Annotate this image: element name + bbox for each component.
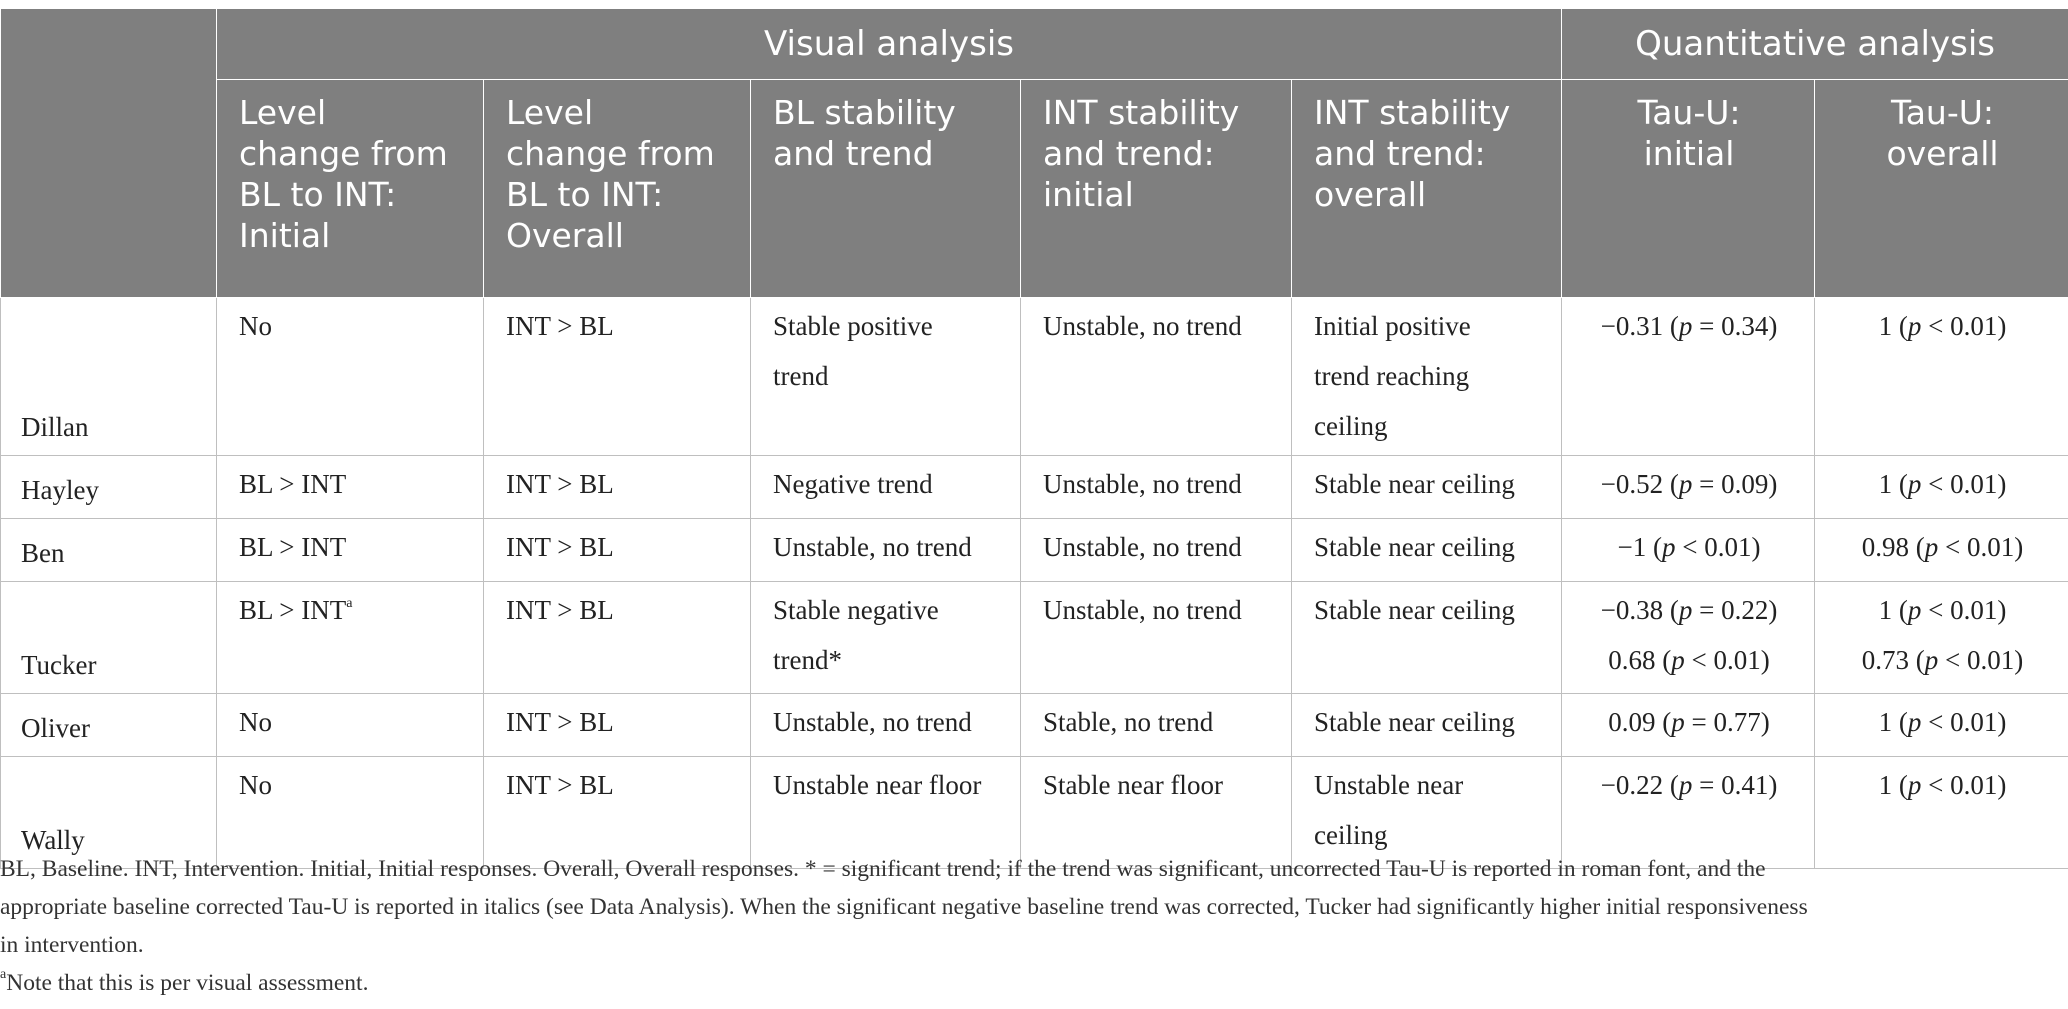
participant-name: Hayley <box>1 456 217 519</box>
p-symbol: p <box>1907 707 1922 737</box>
tau-overall-cell <box>1815 298 2068 456</box>
tau-number: 1 ( <box>1878 311 1908 341</box>
tau-value <box>1584 585 1794 635</box>
int-overall-cell <box>1292 298 1562 456</box>
tau-value <box>1584 459 1794 509</box>
level-overall-cell: INT > BL <box>484 582 751 694</box>
footnote-text: Note that this is per visual assessment. <box>6 970 369 996</box>
level-overall-cell: INT > BL <box>484 456 751 519</box>
tau-number: −0.52 ( <box>1600 469 1679 499</box>
tau-number: 1 ( <box>1878 469 1908 499</box>
header-line: initial <box>1043 175 1134 214</box>
note-line: appropriate baseline corrected Tau-U is reported in italics (see Data Analysis). When the significant negative baseline trend was corrected, Tucker had significantly higher initial responsiveness <box>0 894 1808 920</box>
cell-line: trend* <box>773 645 842 675</box>
col-header-tau-overall <box>1815 80 2068 298</box>
int-initial-cell: Unstable, no trend <box>1021 582 1292 694</box>
p-value: < 0.01) <box>1921 469 2007 499</box>
header-line: Overall <box>506 216 624 255</box>
tau-initial-cell <box>1562 456 1815 519</box>
p-value: = 0.41) <box>1692 770 1778 800</box>
header-line: Tau-U: <box>1891 93 1995 132</box>
col-header-int-initial <box>1021 80 1292 298</box>
cell-line: Stable near ceiling <box>1314 469 1515 499</box>
cell-line: Stable near ceiling <box>1314 707 1515 737</box>
cell-line: trend reaching <box>1314 361 1470 391</box>
note-line: BL, Baseline. INT, Intervention. Initial, Initial responses. Overall, Overall responses. * = significant trend; if the trend was significant, uncorrected Tau-U is reported in roman font, and the <box>0 856 1766 882</box>
tau-value-corrected <box>1837 635 2048 685</box>
footnote-marker: a <box>346 596 353 611</box>
p-value: < 0.01) <box>1675 532 1761 562</box>
p-value: = 0.22) <box>1692 595 1778 625</box>
cell-line: Negative trend <box>773 469 933 499</box>
int-overall-cell <box>1292 519 1562 582</box>
tau-overall-cell <box>1815 456 2068 519</box>
cell-line: Stable near ceiling <box>1314 532 1515 562</box>
table-row <box>1 519 2068 582</box>
level-initial-cell: No <box>217 298 484 456</box>
tau-number: 0.68 ( <box>1608 645 1672 675</box>
cell-line: Unstable near floor <box>773 770 982 800</box>
p-value: < 0.01) <box>1921 311 2007 341</box>
note-line: in intervention. <box>0 932 144 958</box>
tau-value <box>1584 697 1794 747</box>
col-header-level-initial <box>217 80 484 298</box>
participant-name: Oliver <box>1 694 217 757</box>
table-body <box>1 298 2068 869</box>
level-overall-cell: INT > BL <box>484 694 751 757</box>
int-initial-cell: Unstable, no trend <box>1021 298 1292 456</box>
cell-line: Stable near ceiling <box>1314 595 1515 625</box>
header-line: Initial <box>239 216 331 255</box>
results-table-container <box>0 8 2068 869</box>
int-initial-cell: Unstable, no trend <box>1021 456 1292 519</box>
tau-overall-cell <box>1815 519 2068 582</box>
int-overall-cell <box>1292 694 1562 757</box>
p-symbol: p <box>1907 770 1922 800</box>
level-initial-cell: BL > INT <box>217 519 484 582</box>
p-value: = 0.09) <box>1692 469 1778 499</box>
header-line: overall <box>1314 175 1427 214</box>
cell-line: trend <box>773 361 829 391</box>
participant-name: Tucker <box>1 582 217 694</box>
p-symbol: p <box>1662 532 1676 562</box>
quantitative-analysis-header: Quantitative analysis <box>1562 9 2068 80</box>
p-value: = 0.77) <box>1684 707 1770 737</box>
col-header-level-overall <box>484 80 751 298</box>
tau-overall-cell <box>1815 694 2068 757</box>
tau-number: 1 ( <box>1878 770 1908 800</box>
results-table <box>0 8 2068 869</box>
tau-value <box>1837 697 2048 747</box>
p-value: < 0.01) <box>1921 595 2007 625</box>
header-line: Level <box>239 93 327 132</box>
p-symbol: p <box>1678 595 1693 625</box>
level-overall-cell: INT > BL <box>484 757 751 869</box>
tau-value <box>1584 760 1794 810</box>
tau-initial-cell <box>1562 298 1815 456</box>
p-symbol: p <box>1678 311 1693 341</box>
level-initial-cell: No <box>217 757 484 869</box>
tau-value-corrected <box>1584 635 1794 685</box>
tau-number: −0.31 ( <box>1600 311 1679 341</box>
bl-trend-cell <box>751 582 1021 694</box>
tau-number: −0.22 ( <box>1600 770 1679 800</box>
level-initial-cell <box>217 582 484 694</box>
header-line: BL to INT: <box>239 175 397 214</box>
header-line: BL stability <box>773 93 956 132</box>
cell-line: ceiling <box>1314 820 1388 850</box>
p-symbol: p <box>1907 469 1922 499</box>
table-row <box>1 456 2068 519</box>
tau-value <box>1584 522 1794 572</box>
p-symbol: p <box>1671 645 1685 675</box>
tau-initial-cell <box>1562 694 1815 757</box>
header-line: INT stability <box>1043 93 1240 132</box>
p-symbol: p <box>1924 532 1939 562</box>
cell-line: Unstable near <box>1314 770 1464 800</box>
tau-number: −1 ( <box>1617 532 1663 562</box>
p-value: < 0.01) <box>1921 707 2007 737</box>
header-line: and trend: <box>1314 134 1486 173</box>
footnote <box>0 964 2068 1002</box>
int-overall-cell <box>1292 456 1562 519</box>
tau-initial-cell <box>1562 519 1815 582</box>
tau-value <box>1837 760 2048 810</box>
table-row <box>1 694 2068 757</box>
int-overall-cell <box>1292 582 1562 694</box>
p-value: = 0.34) <box>1692 311 1778 341</box>
col-header-int-overall <box>1292 80 1562 298</box>
int-initial-cell: Stable, no trend <box>1021 694 1292 757</box>
p-value: < 0.01) <box>1921 770 2007 800</box>
tau-number: −0.38 ( <box>1600 595 1679 625</box>
p-symbol: p <box>1671 707 1685 737</box>
header-line: change from <box>239 134 448 173</box>
tau-number: 0.09 ( <box>1608 707 1672 737</box>
bl-trend-cell <box>751 298 1021 456</box>
level-initial-text: BL > INT <box>239 595 347 625</box>
p-symbol: p <box>1678 469 1693 499</box>
header-line: and trend: <box>1043 134 1215 173</box>
bl-trend-cell <box>751 694 1021 757</box>
level-initial-cell: No <box>217 694 484 757</box>
tau-value <box>1837 301 2048 351</box>
int-initial-cell: Stable near floor <box>1021 757 1292 869</box>
p-symbol: p <box>1678 770 1693 800</box>
bl-trend-cell <box>751 519 1021 582</box>
header-line: Tau-U: <box>1637 93 1741 132</box>
cell-line: Stable positive <box>773 311 933 341</box>
tau-value <box>1837 459 2048 509</box>
header-line: initial <box>1643 134 1735 173</box>
visual-analysis-header: Visual analysis <box>217 9 1562 80</box>
p-symbol: p <box>1907 311 1922 341</box>
column-header-row <box>1 80 2068 298</box>
participant-name: Dillan <box>1 298 217 456</box>
tau-value <box>1837 585 2048 635</box>
header-line: BL to INT: <box>506 175 664 214</box>
table-header <box>1 9 2068 298</box>
cell-line: Initial positive <box>1314 311 1471 341</box>
p-value: < 0.01) <box>1938 645 2024 675</box>
level-overall-cell: INT > BL <box>484 298 751 456</box>
tau-value <box>1584 301 1794 351</box>
footnote-marker: a <box>0 967 7 982</box>
table-row <box>1 298 2068 456</box>
header-line: change from <box>506 134 715 173</box>
int-initial-cell: Unstable, no trend <box>1021 519 1292 582</box>
participant-name: Ben <box>1 519 217 582</box>
tau-number: 0.98 ( <box>1861 532 1925 562</box>
p-symbol: p <box>1924 645 1939 675</box>
col-header-bl-stability <box>751 80 1021 298</box>
header-line: Level <box>506 93 594 132</box>
group-header-row <box>1 9 2068 80</box>
table-notes <box>0 850 2068 1002</box>
cell-line: Unstable, no trend <box>773 532 972 562</box>
table-row <box>1 582 2068 694</box>
tau-number: 0.73 ( <box>1861 645 1925 675</box>
level-initial-cell: BL > INT <box>217 456 484 519</box>
header-line: INT stability <box>1314 93 1511 132</box>
participant-name: Wally <box>1 757 217 869</box>
header-line: and trend <box>773 134 934 173</box>
cell-line: ceiling <box>1314 411 1388 441</box>
p-value: < 0.01) <box>1684 645 1770 675</box>
header-line: overall <box>1886 134 1999 173</box>
tau-overall-cell <box>1815 582 2068 694</box>
bl-trend-cell <box>751 456 1021 519</box>
tau-initial-cell <box>1562 582 1815 694</box>
p-symbol: p <box>1907 595 1922 625</box>
level-overall-cell: INT > BL <box>484 519 751 582</box>
col-header-tau-initial <box>1562 80 1815 298</box>
corner-header-cell <box>1 9 217 298</box>
tau-number: 1 ( <box>1878 595 1908 625</box>
cell-line: Unstable, no trend <box>773 707 972 737</box>
p-value: < 0.01) <box>1938 532 2024 562</box>
tau-number: 1 ( <box>1878 707 1908 737</box>
cell-line: Stable negative <box>773 595 939 625</box>
tau-value <box>1837 522 2048 572</box>
